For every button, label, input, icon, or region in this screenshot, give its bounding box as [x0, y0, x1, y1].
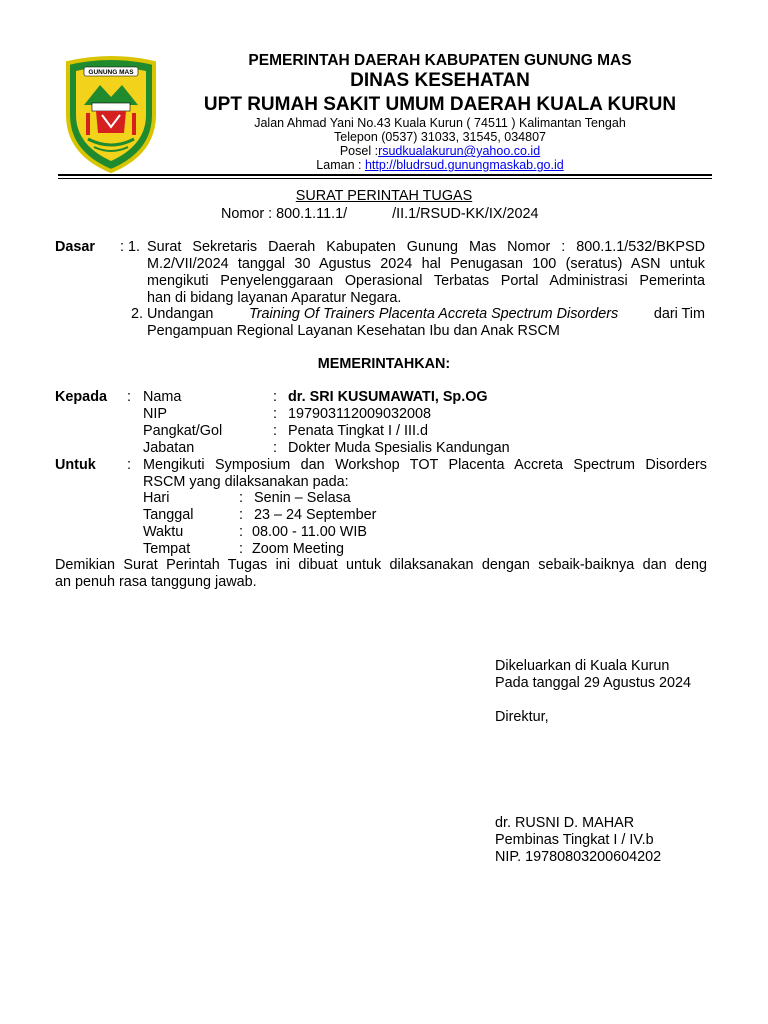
dasar-item1-line1: Surat Sekretaris Daerah Kabupaten Gunung Mas Nomor : 800.1.1/532/BKPSD — [147, 239, 705, 255]
issued-date: Pada tanggal 29 Agustus 2024 — [495, 675, 692, 691]
letterhead-divider — [58, 174, 712, 176]
field-label-jabatan: Jabatan — [143, 440, 195, 456]
dasar-label: Dasar — [55, 239, 96, 255]
field-colon: : — [273, 423, 277, 439]
issued-at: Dikeluarkan di Kuala Kurun — [495, 658, 670, 674]
field-value-jabatan: Dokter Muda Spesialis Kandungan — [288, 440, 510, 456]
dasar-item2-line1: Undangan Training Of Trainers Placenta Accreta Spectrum Disorders dari Tim — [147, 306, 705, 322]
memerintahkan-heading: MEMERINTAHKAN: — [317, 356, 451, 372]
email-prefix: Posel : — [339, 144, 379, 158]
signer-nip: NIP. 19780803200604202 — [495, 849, 662, 865]
detail-label-hari: Hari — [143, 490, 170, 506]
document-number: Nomor : 800.1.11.1/ /II.1/RSUD-KK/IX/2024 — [221, 206, 539, 222]
detail-value-tempat: Zoom Meeting — [252, 541, 344, 557]
field-colon: : — [273, 389, 277, 405]
detail-value-waktu: 08.00 - 11.00 WIB — [252, 524, 367, 540]
field-value-nama: dr. SRI KUSUMAWATI, Sp.OG — [288, 389, 488, 405]
signer-rank: Pembinas Tingkat I / IV.b — [495, 832, 654, 848]
signer-name: dr. RUSNI D. MAHAR — [495, 815, 635, 831]
detail-colon: : — [239, 541, 243, 557]
detail-value-hari: Senin – Selasa — [254, 490, 351, 506]
untuk-colon: : — [127, 457, 131, 473]
untuk-label: Untuk — [55, 457, 96, 473]
svg-text:GUNUNG MAS: GUNUNG MAS — [88, 69, 134, 76]
agency-line-2: DINAS KESEHATAN — [350, 70, 530, 91]
untuk-line2: RSCM yang dilaksanakan pada: — [143, 474, 349, 490]
dasar-item1-line3: mengikuti Penyelenggaraan Operasional Terbatas Portal Administrasi Pemerinta — [147, 273, 705, 289]
field-value-pangkat: Penata Tingkat I / III.d — [288, 423, 428, 439]
signer-position: Direktur, — [495, 709, 549, 725]
detail-label-tempat: Tempat — [143, 541, 191, 557]
detail-colon: : — [239, 490, 243, 506]
dasar-item1-line2: M.2/VII/2024 tanggal 30 Agustus 2024 hal Penugasan 100 (seratus) ASN untuk — [147, 256, 705, 272]
web-prefix: Laman : — [316, 158, 365, 172]
field-colon: : — [273, 440, 277, 456]
field-colon: : — [273, 406, 277, 422]
email-link[interactable]: rsudkualakurun@yahoo.co.id — [378, 144, 541, 158]
detail-colon: : — [239, 507, 243, 523]
web-line — [0, 158, 768, 172]
dasar-item1-line4: han di bidang layanan Aparatur Negara. — [147, 290, 402, 306]
detail-label-waktu: Waktu — [143, 524, 184, 540]
web-link[interactable]: http://bludrsud.gunungmaskab.go.id — [364, 158, 564, 172]
detail-colon: : — [239, 524, 243, 540]
dasar-item1-number: : 1. — [120, 239, 140, 255]
agency-line-1: PEMERINTAH DAERAH KABUPATEN GUNUNG MAS — [248, 52, 632, 69]
phone: Telepon (0537) 31033, 31545, 034807 — [334, 130, 546, 144]
detail-label-tanggal: Tanggal — [143, 507, 194, 523]
detail-value-tanggal: 23 – 24 September — [254, 507, 377, 523]
email-line — [0, 144, 768, 158]
field-label-nama: Nama — [143, 389, 182, 405]
field-value-nip: 197903112009032008 — [288, 406, 431, 422]
document-title: SURAT PERINTAH TUGAS — [295, 188, 473, 204]
kepada-label: Kepada — [55, 389, 107, 405]
letterhead-divider-thin — [58, 178, 712, 179]
dasar-item2-line2: Pengampuan Regional Layanan Kesehatan Ibu dan Anak RSCM — [147, 323, 560, 339]
kepada-colon: : — [127, 389, 131, 405]
closing-line2: an penuh rasa tanggung jawab. — [55, 574, 257, 590]
dasar-item2-number: 2. — [131, 306, 144, 322]
address: Jalan Ahmad Yani No.43 Kuala Kurun ( 74511 ) Kalimantan Tengah — [254, 116, 626, 130]
field-label-nip: NIP — [143, 406, 167, 422]
agency-line-3: UPT RUMAH SAKIT UMUM DAERAH KUALA KURUN — [203, 94, 677, 115]
closing-line1: Demikian Surat Perintah Tugas ini dibuat untuk dilaksanakan dengan sebaik-baiknya dan deng — [55, 557, 707, 573]
untuk-line1: Mengikuti Symposium dan Workshop TOT Placenta Accreta Spectrum Disorders — [143, 457, 707, 473]
field-label-pangkat: Pangkat/Gol — [143, 423, 223, 439]
